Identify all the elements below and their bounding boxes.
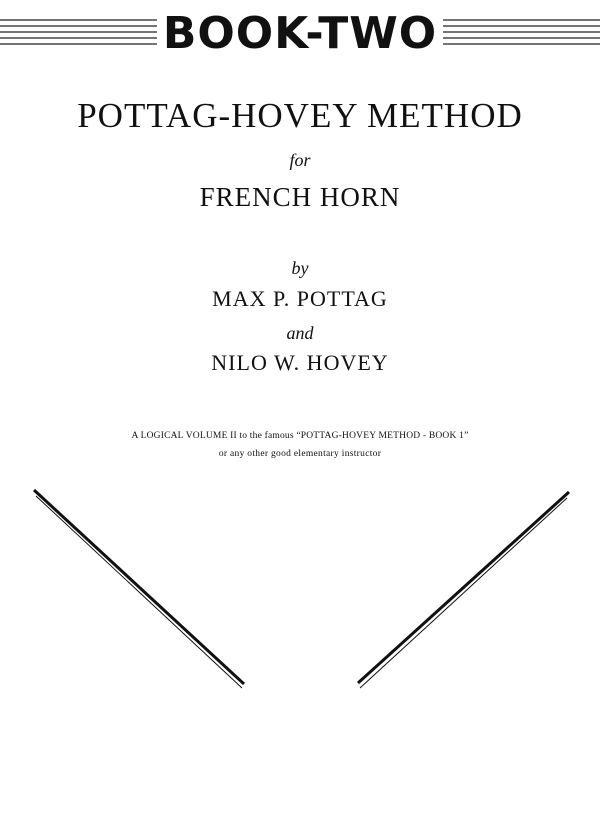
subtitle-note-line2: or any other good elementary instructor <box>218 449 382 459</box>
book-label-text: BOOK-TWO <box>157 8 443 59</box>
for-text: for <box>289 150 311 170</box>
right-diagonal-line <box>358 492 569 688</box>
author-first: MAX P. POTTAG <box>212 286 388 311</box>
author-second: NILO W. HOVEY <box>211 350 389 375</box>
left-diagonal-line <box>34 490 244 688</box>
and-text: and <box>286 323 314 343</box>
instrument-title: FRENCH HORN <box>199 182 401 212</box>
subtitle-note-line1: A LOGICAL VOLUME II to the famous “POTTAG-HOVEY METHOD - BOOK 1” <box>131 431 469 441</box>
by-text: by <box>291 258 309 278</box>
method-title: POTTAG-HOVEY METHOD <box>77 96 523 135</box>
